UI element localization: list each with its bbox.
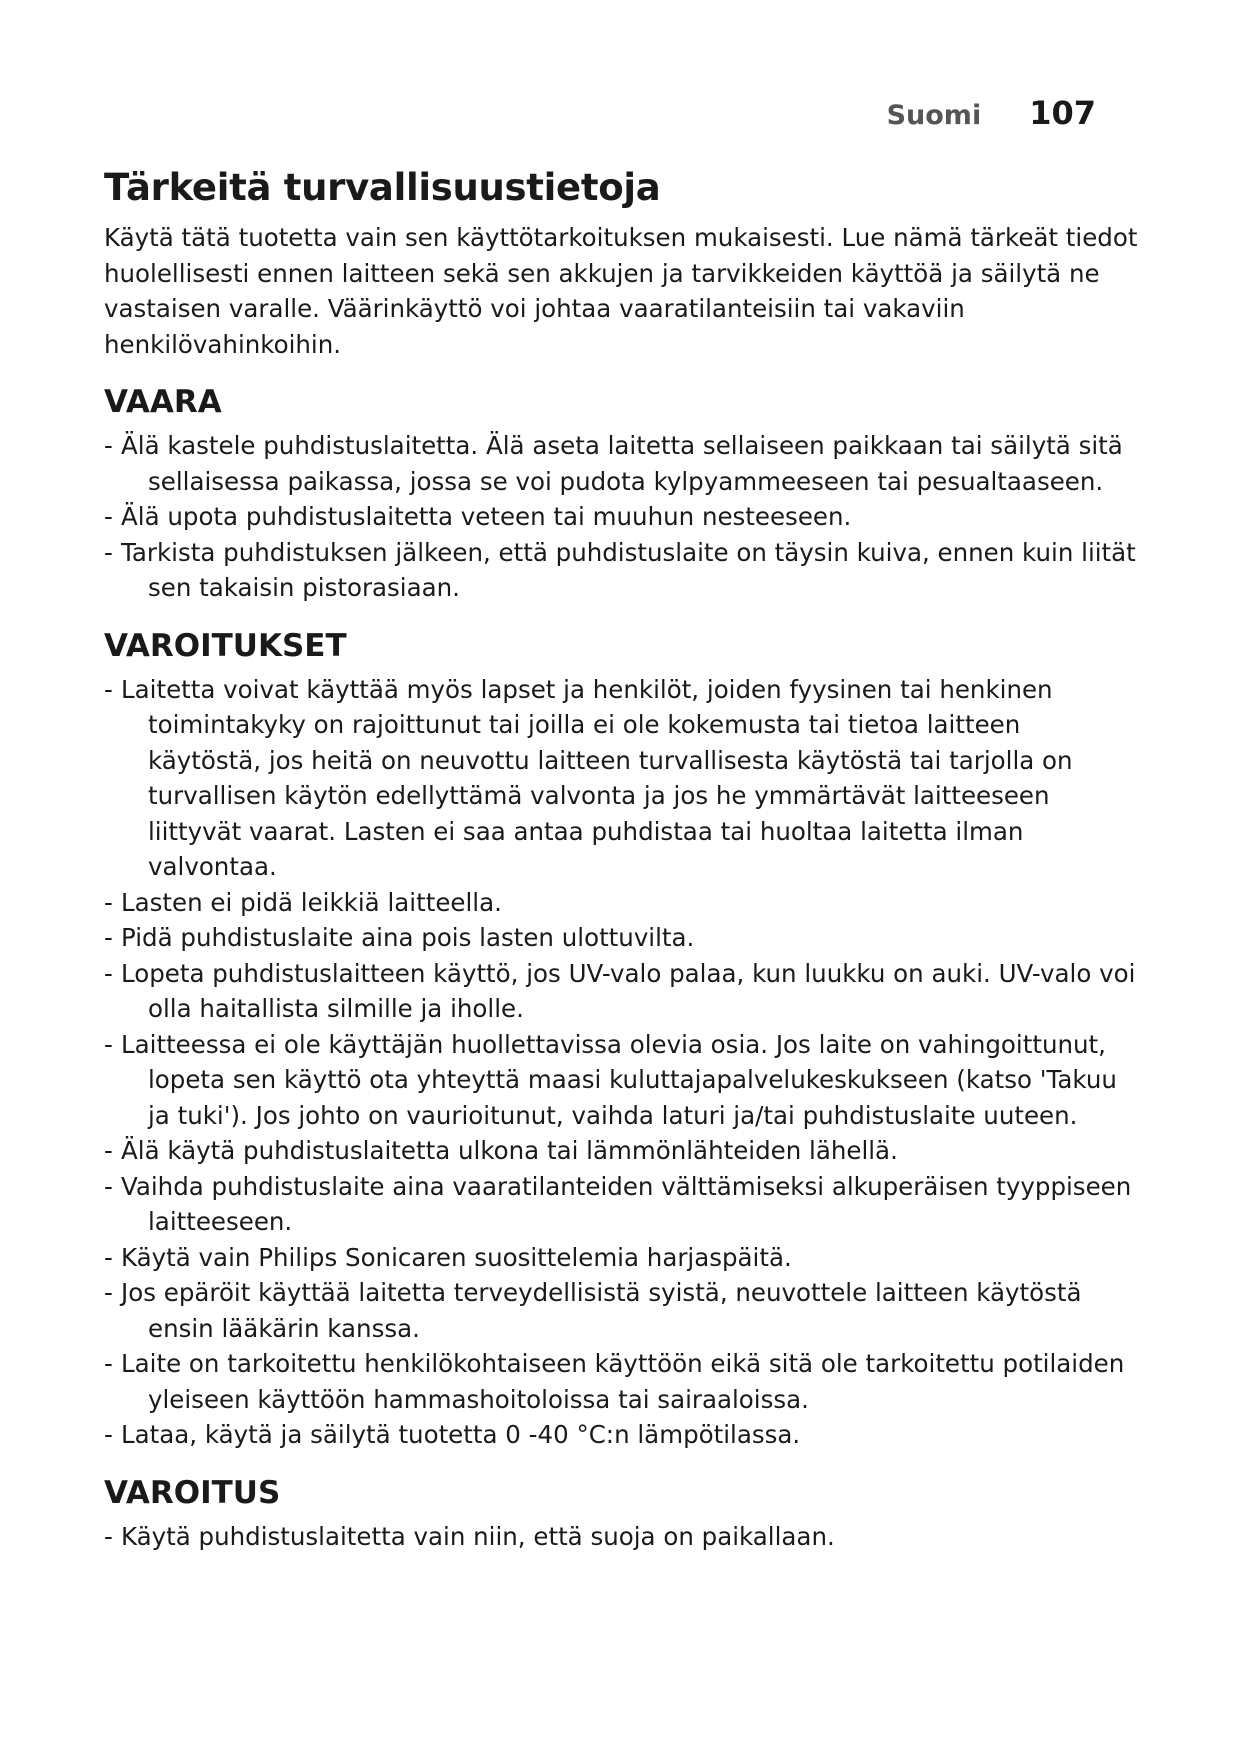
intro-paragraph: Käytä tätä tuotetta vain sen käyttötarkoituksen mukaisesti. Lue nämä tärkeät tiedot huolellisesti ennen laitteen sekä sen akkujen ja tarvikkeiden käyttöä ja säilytä ne vastaisen varalle. Väärinkäyttö voi johtaa vaaratilanteisiin tai vakaviin henkilövahinkoihin. [104, 223, 1138, 359]
list-item: - Käytä puhdistuslaitetta vain niin, että suoja on paikallaan. [104, 1521, 835, 1551]
section-heading-danger: VAARA [104, 384, 222, 420]
page-number: 107 [1029, 94, 1096, 132]
header-language: Suomi [886, 100, 982, 131]
warnings-list [104, 672, 1139, 1453]
section-heading-caution: VAROITUS [104, 1474, 281, 1511]
caution-list [104, 1519, 1139, 1555]
list-item: - Älä käytä puhdistuslaitetta ulkona tai lämmönlähteiden lähellä. [104, 1136, 898, 1165]
list-item: - Jos epäröit käyttää laitetta terveydellisistä syistä, neuvottele laitteen käytöstä ensin lääkärin kanssa. [104, 1278, 1082, 1343]
list-item: - Älä upota puhdistuslaitetta veteen tai muuhun nesteeseen. [104, 502, 852, 531]
list-item: - Lasten ei pidä leikkiä laitteella. [104, 887, 502, 917]
list-item: - Vaihda puhdistuslaite aina vaaratilanteiden välttämiseksi alkuperäisen tyyppiseen laitteeseen. [104, 1171, 1132, 1236]
list-item: - Käytä vain Philips Sonicaren suosittelemia harjaspäitä. [104, 1242, 792, 1272]
page-content [104, 164, 1139, 1554]
list-item: - Laitetta voivat käyttää myös lapset ja henkilöt, joiden fyysinen tai henkinen toimintakyky on rajoittunut tai joilla ei ole kokemusta tai tietoa laitteen käytöstä, jos heitä on neuvottu laitteen turvallisesta käytöstä tai tarjolla on turvallisen käytön edellyttämä valvonta ja jos he ymmärtävät laitteeseen liittyvät vaarat. Lasten ei saa antaa puhdistaa tai huoltaa laitetta ilman valvontaa. [104, 674, 1073, 881]
list-item: - Laitteessa ei ole käyttäjän huollettavissa olevia osia. Jos laite on vahingoittunut, lopeta sen käyttö ota yhteyttä maasi kuluttajapalvelukeskukseen (katso 'Takuu ja tuki'). Jos johto on vaurioitunut, vaihda laturi ja/tai puhdistuslaite uuteen. [104, 1029, 1117, 1130]
page-header [887, 94, 1096, 132]
list-item: - Lataa, käytä ja säilytä tuotetta 0 -40 °C:n lämpötilassa. [104, 1420, 801, 1449]
danger-list [104, 428, 1139, 606]
list-item: - Laite on tarkoitettu henkilökohtaiseen käyttöön eikä sitä ole tarkoitettu potilaiden yleiseen käyttöön hammashoitoloissa tai sairaaloissa. [104, 1349, 1125, 1414]
list-item: - Älä kastele puhdistuslaitetta. Älä aseta laitetta sellaiseen paikkaan tai säilytä sitä sellaisessa paikassa, jossa se voi pudota kylpyammeeseen tai pesualtaaseen. [104, 431, 1123, 496]
list-item: - Lopeta puhdistuslaitteen käyttö, jos UV-valo palaa, kun luukku on auki. UV-valo voi olla haitallista silmille ja iholle. [104, 958, 1136, 1023]
section-heading-warnings: VAROITUKSET [104, 627, 347, 664]
page-title: Tärkeitä turvallisuustietoja [104, 166, 661, 209]
list-item: - Tarkista puhdistuksen jälkeen, että puhdistuslaite on täysin kuiva, ennen kuin liität sen takaisin pistorasiaan. [104, 537, 1136, 602]
list-item: - Pidä puhdistuslaite aina pois lasten ulottuvilta. [104, 923, 695, 952]
